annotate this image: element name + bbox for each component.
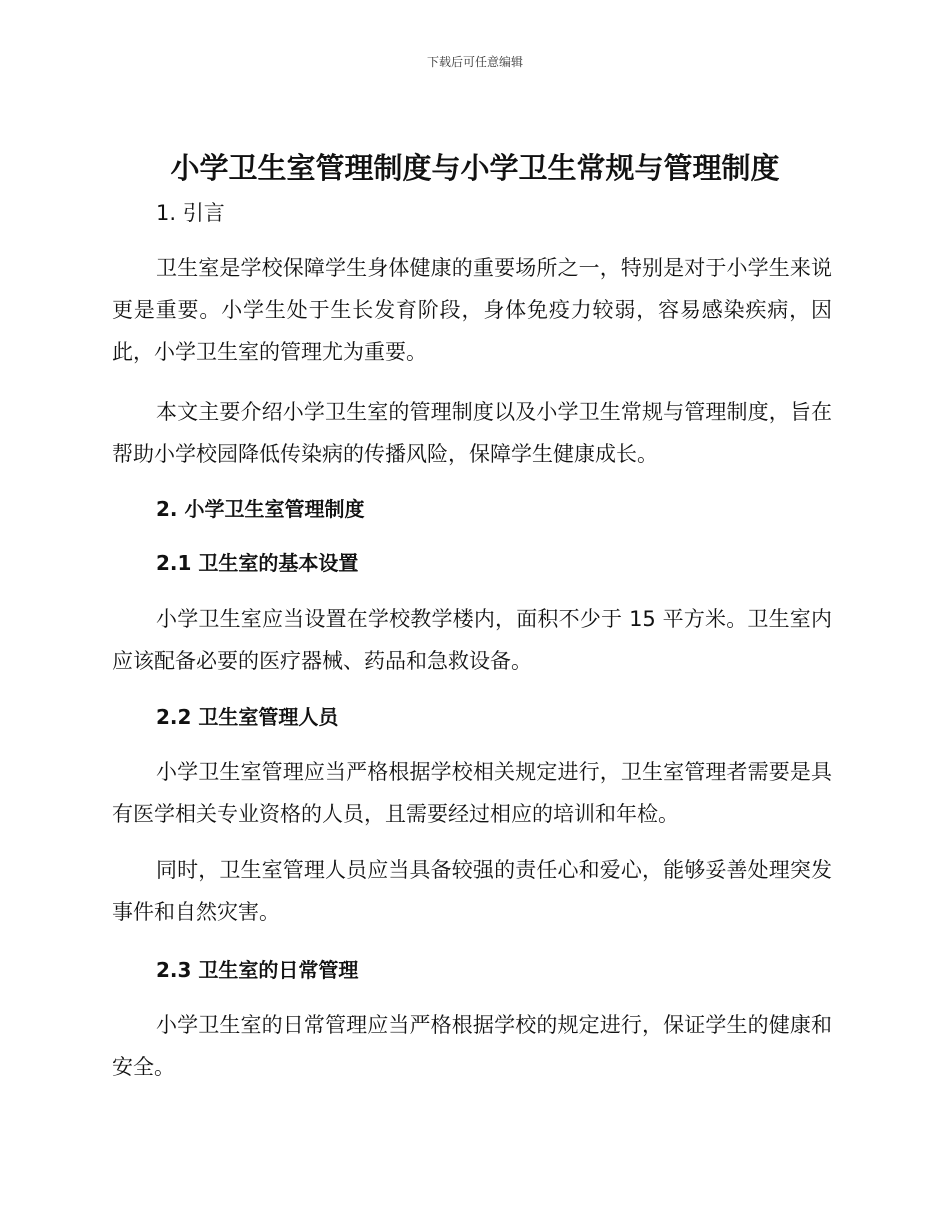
section-2-2-paragraph-2: 同时，卫生室管理人员应当具备较强的责任心和爱心，能够妥善处理突发事件和自然灾害。 [112, 858, 832, 924]
header-note: 下载后可任意编辑 [426, 55, 523, 69]
section-1-heading: 1. 引言 [156, 201, 225, 225]
section-2-1-paragraph-1: 小学卫生室应当设置在学校教学楼内，面积不少于 15 平方米。卫生室内应该配备必要的医疗器械、药品和急救设备。 [112, 607, 832, 673]
document-title: 小学卫生室管理制度与小学卫生常规与管理制度 [170, 151, 780, 185]
section-1-paragraph-2: 本文主要介绍小学卫生室的管理制度以及小学卫生常规与管理制度，旨在帮助小学校园降低传染病的传播风险，保障学生健康成长。 [112, 400, 832, 466]
section-2-1-heading: 2.1 卫生室的基本设置 [156, 551, 359, 575]
section-2-heading: 2. 小学卫生室管理制度 [156, 497, 365, 521]
section-2-3-paragraph-1: 小学卫生室的日常管理应当严格根据学校的规定进行，保证学生的健康和安全。 [112, 1013, 832, 1079]
section-2-3-heading: 2.3 卫生室的日常管理 [156, 958, 359, 982]
section-2-2-heading: 2.2 卫生室管理人员 [156, 705, 339, 729]
section-1-paragraph-1: 卫生室是学校保障学生身体健康的重要场所之一，特别是对于小学生来说更是重要。小学生处于生长发育阶段，身体免疫力较弱，容易感染疾病，因此，小学卫生室的管理尤为重要。 [112, 256, 832, 364]
section-2-2-paragraph-1: 小学卫生室管理应当严格根据学校相关规定进行，卫生室管理者需要是具有医学相关专业资格的人员，且需要经过相应的培训和年检。 [112, 760, 832, 826]
